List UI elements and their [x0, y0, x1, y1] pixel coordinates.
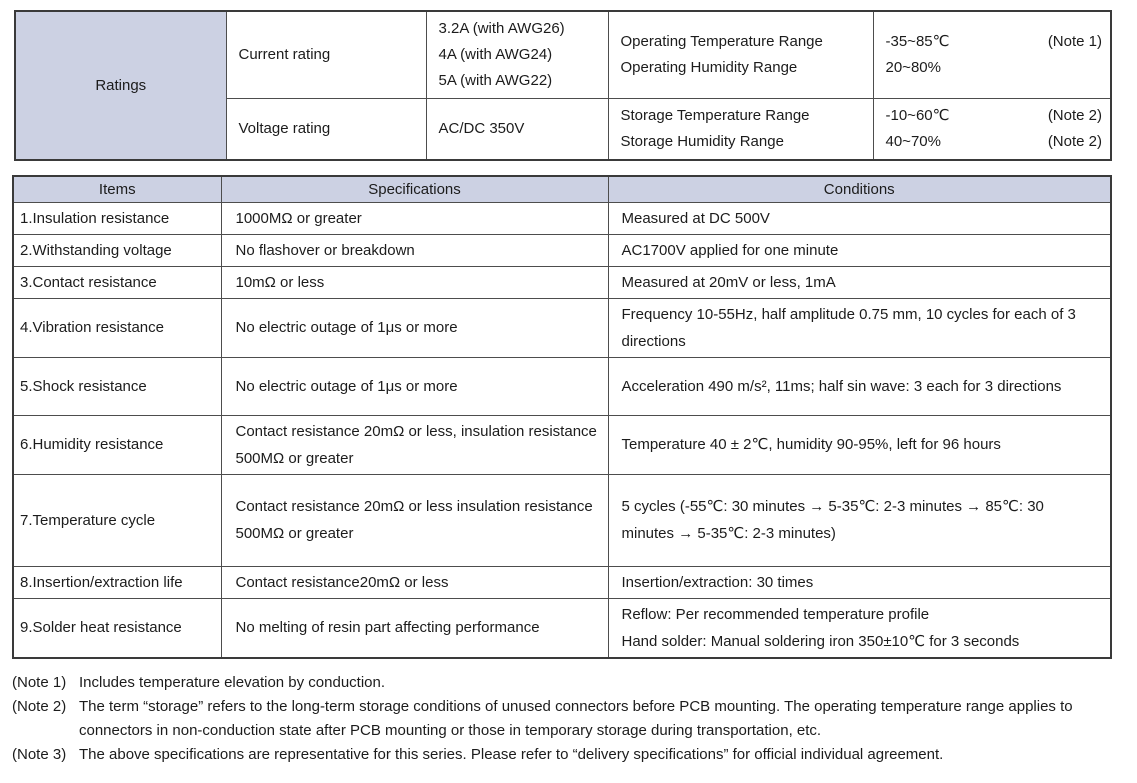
- item-cell: 7.Temperature cycle: [13, 474, 221, 566]
- voltage-rating-value: [426, 99, 608, 161]
- spec-cell: Contact resistance20mΩ or less: [221, 566, 608, 598]
- operating-humidity-range-label: Operating Humidity Range: [620, 59, 798, 76]
- specifications-table: [12, 175, 1112, 659]
- note-2-label: (Note 2): [12, 697, 67, 715]
- spec-cell: 1000MΩ or greater: [221, 202, 608, 234]
- table-row: [13, 266, 1111, 298]
- operating-range-values: [873, 11, 1111, 99]
- item-cell: 6.Humidity resistance: [13, 415, 221, 474]
- note2-reference: (Note 2): [1047, 133, 1102, 150]
- condition-cell: 5 cycles (-55℃: 30 minutes → 5-35℃: 2-3 minutes → 85℃: 30 minutes → 5-35℃: 2-3 minutes): [608, 474, 1111, 566]
- condition-cell: Measured at DC 500V: [608, 202, 1111, 234]
- table-row: [13, 415, 1111, 474]
- item-cell: 9.Solder heat resistance: [13, 598, 221, 658]
- operating-range-labels: [608, 11, 873, 99]
- storage-temperature-range-value: -10~60℃: [885, 107, 950, 124]
- note-1: [12, 671, 1122, 695]
- item-cell: 8.Insertion/extraction life: [13, 566, 221, 598]
- condition-cell: Measured at 20mV or less, 1mA: [608, 266, 1111, 298]
- item-cell: 2.Withstanding voltage: [13, 234, 221, 266]
- spec-cell: No electric outage of 1μs or more: [221, 357, 608, 415]
- table-row: [13, 598, 1111, 658]
- storage-range-values: [873, 99, 1111, 161]
- item-cell: 5.Shock resistance: [13, 357, 221, 415]
- table-row: [13, 474, 1111, 566]
- notes-section: [12, 671, 1122, 767]
- table-row: [13, 202, 1111, 234]
- condition-cell: Insertion/extraction: 30 times: [608, 566, 1111, 598]
- note-3: [12, 743, 1122, 767]
- voltage-rating-label: Voltage rating: [226, 99, 426, 161]
- spec-cell: 10mΩ or less: [221, 266, 608, 298]
- spec-cell: No melting of resin part affecting performance: [221, 598, 608, 658]
- table-row: [13, 298, 1111, 357]
- item-cell: 4.Vibration resistance: [13, 298, 221, 357]
- spec-cell: Contact resistance 20mΩ or less insulation resistance 500MΩ or greater: [221, 474, 608, 566]
- conditions-column-header: Conditions: [608, 176, 1111, 202]
- spec-cell: Contact resistance 20mΩ or less, insulation resistance 500MΩ or greater: [221, 415, 608, 474]
- spec-cell: No electric outage of 1μs or more: [221, 298, 608, 357]
- storage-range-labels: [608, 99, 873, 161]
- item-cell: 1.Insulation resistance: [13, 202, 221, 234]
- condition-line-reflow: Reflow: Per recommended temperature profile: [621, 605, 930, 623]
- storage-humidity-range-value: 40~70%: [885, 133, 941, 150]
- current-rating-value-line: 3.2A (with AWG26): [438, 20, 565, 37]
- note-1-label: (Note 1): [12, 673, 67, 691]
- ratings-header-cell: Ratings: [15, 11, 226, 160]
- specifications-column-header: Specifications: [221, 176, 608, 202]
- storage-temperature-range-label: Storage Temperature Range: [620, 107, 810, 124]
- operating-temperature-range-label: Operating Temperature Range: [620, 33, 823, 50]
- spec-header-row: [13, 176, 1111, 202]
- ratings-row-current: [15, 11, 1111, 99]
- table-row: [13, 566, 1111, 598]
- items-column-header: Items: [13, 176, 221, 202]
- voltage-rating-value-line: AC/DC 350V: [438, 120, 525, 137]
- condition-cell: Temperature 40 ± 2℃, humidity 90-95%, left for 96 hours: [608, 415, 1111, 474]
- operating-humidity-range-value: 20~80%: [885, 59, 941, 76]
- current-rating-label: Current rating: [226, 11, 426, 99]
- condition-cell: Frequency 10-55Hz, half amplitude 0.75 mm, 10 cycles for each of 3 directions: [608, 298, 1111, 357]
- item-cell: 3.Contact resistance: [13, 266, 221, 298]
- condition-cell: Acceleration 490 m/s², 11ms; half sin wave: 3 each for 3 directions: [608, 357, 1111, 415]
- note-1-text: Includes temperature elevation by conduction.: [79, 673, 386, 691]
- spec-cell: No flashover or breakdown: [221, 234, 608, 266]
- note-3-label: (Note 3): [12, 745, 67, 763]
- note-3-text: The above specifications are representative for this series. Please refer to “delivery specifications” for official individual agreement.: [79, 745, 944, 763]
- operating-temperature-range-value: -35~85℃: [885, 33, 950, 50]
- condition-line-hand-solder: Hand solder: Manual soldering iron 350±10℃ for 3 seconds: [621, 632, 1020, 650]
- note1-reference: (Note 1): [1047, 33, 1102, 50]
- current-rating-value-line: 5A (with AWG22): [438, 72, 553, 89]
- note2-reference: (Note 2): [1047, 107, 1102, 124]
- current-rating-value-line: 4A (with AWG24): [438, 46, 553, 63]
- condition-cell: [608, 598, 1111, 658]
- table-row: [13, 234, 1111, 266]
- condition-cell: AC1700V applied for one minute: [608, 234, 1111, 266]
- current-rating-values: [426, 11, 608, 99]
- note-2-text: The term “storage” refers to the long-term storage conditions of unused connectors before PCB mounting. The operating temperature range applies to connectors in non-conduction state after PCB mounting or those in temporary storage during transportation, etc.: [79, 697, 1073, 739]
- storage-humidity-range-label: Storage Humidity Range: [620, 133, 784, 150]
- ratings-table: [14, 10, 1112, 161]
- table-row: [13, 357, 1111, 415]
- note-2: [12, 695, 1122, 743]
